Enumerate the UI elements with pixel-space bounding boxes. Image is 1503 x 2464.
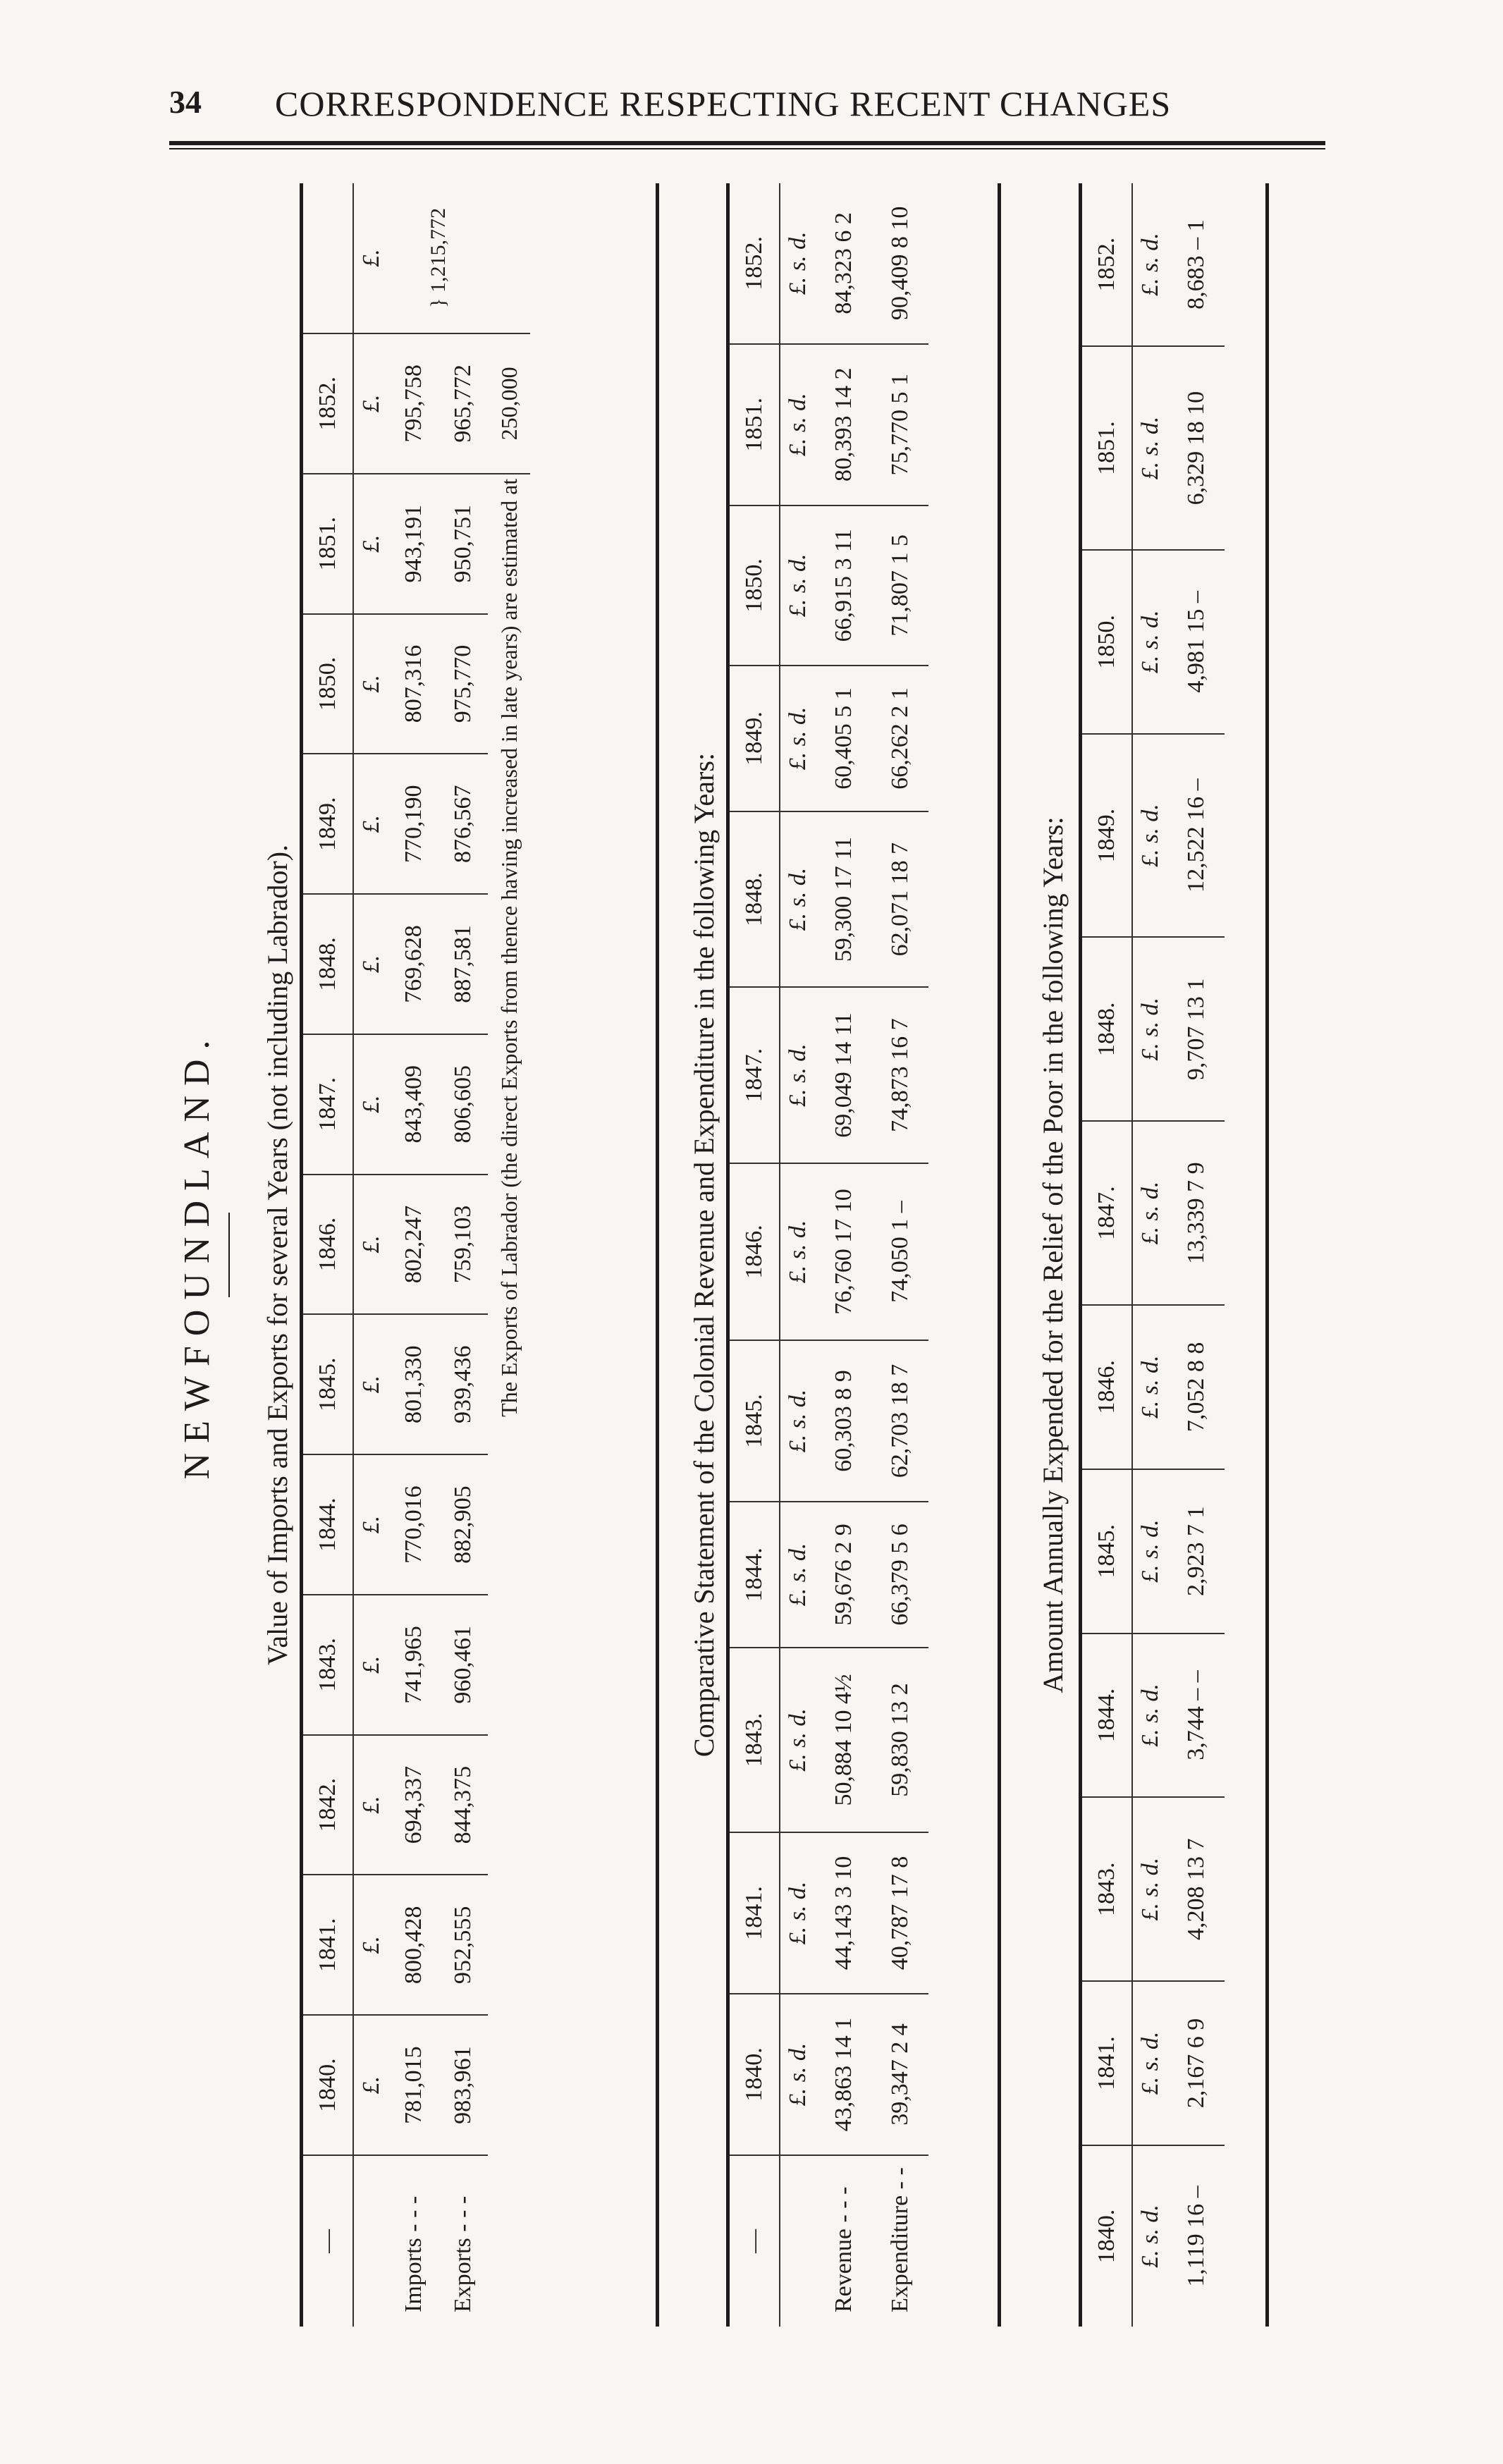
value-cell: 795,758 xyxy=(389,333,438,474)
value-cell: 84,323 6 2 xyxy=(816,183,872,344)
unit-cell: £. s. d. xyxy=(780,1994,816,2155)
row-label: Revenue - - - xyxy=(830,2186,857,2312)
poor-relief-caption xyxy=(1036,183,1069,2327)
year-header: 1849. xyxy=(303,754,353,894)
unit-cell: £. xyxy=(353,333,389,474)
row-label: Expenditure - - xyxy=(887,2167,913,2312)
imports-exports-table xyxy=(303,183,530,2327)
total-column-header xyxy=(303,183,353,333)
value-cell: 2,923 7 1 xyxy=(1168,1469,1225,1634)
title-rule xyxy=(228,1213,230,1297)
year-header: 1843. xyxy=(1082,1797,1132,1981)
imports-exports-box xyxy=(300,183,659,2327)
value-cell: 71,807 1 5 xyxy=(872,505,928,666)
poor-relief-caption-text: Amount Annually Expended for the Relief of the Poor in the following Years: xyxy=(1037,816,1069,1693)
page-number: 34 xyxy=(169,84,202,120)
revenue-corner: — xyxy=(730,2155,780,2327)
year-header: 1845. xyxy=(730,1340,780,1502)
revenue-caption xyxy=(687,183,720,2327)
revenue-header-row xyxy=(730,183,780,2327)
unit-cell: £. s. d. xyxy=(1132,1121,1168,1305)
value-cell: 76,760 17 10 xyxy=(816,1163,872,1340)
year-header: 1848. xyxy=(303,894,353,1034)
year-header: 1849. xyxy=(730,666,780,811)
value-cell: 770,016 xyxy=(389,1454,438,1595)
revenue-expenditure-table xyxy=(730,183,928,2327)
imports-exports-corner: — xyxy=(303,2155,353,2327)
year-header: 1851. xyxy=(303,474,353,614)
poor-relief-table xyxy=(1082,183,1225,2327)
unit-cell: £. xyxy=(353,1034,389,1175)
value-cell: 80,393 14 2 xyxy=(816,344,872,505)
value-cell: 781,015 xyxy=(389,2015,438,2155)
value-cell: 943,191 xyxy=(389,474,438,614)
labrador-note-value: 250,000 xyxy=(488,333,530,474)
combined-total: } 1,215,772 xyxy=(389,183,488,333)
value-cell: 39,347 2 4 xyxy=(872,1994,928,2155)
year-header: 1846. xyxy=(730,1163,780,1340)
unit-cell: £. s. d. xyxy=(1132,346,1168,550)
value-cell: 769,628 xyxy=(389,894,438,1034)
value-cell: 6,329 18 10 xyxy=(1168,346,1225,550)
value-cell: 74,873 16 7 xyxy=(872,987,928,1163)
labrador-note-row xyxy=(488,183,530,2327)
value-cell: 62,071 18 7 xyxy=(872,811,928,988)
unit-cell: £. s. d. xyxy=(780,183,816,344)
value-cell: 90,409 8 10 xyxy=(872,183,928,344)
unit-cell: £. s. d. xyxy=(1132,1797,1168,1981)
units-row xyxy=(780,183,816,2327)
value-cell: 13,339 7 9 xyxy=(1168,1121,1225,1305)
year-header: 1845. xyxy=(303,1314,353,1454)
value-cell: 801,330 xyxy=(389,1314,438,1454)
year-header: 1846. xyxy=(303,1175,353,1315)
value-cell: 2,167 6 9 xyxy=(1168,1981,1225,2145)
value-cell: 3,744 – – xyxy=(1168,1634,1225,1798)
value-cell: 694,337 xyxy=(389,1735,438,1875)
imports-row xyxy=(389,183,438,2327)
units-label xyxy=(353,2155,389,2327)
unit-cell: £. s. d. xyxy=(1132,550,1168,734)
value-cell: 66,262 2 1 xyxy=(872,666,928,811)
value-cell: 66,379 5 6 xyxy=(872,1502,928,1648)
value-cell: 8,683 – 1 xyxy=(1168,183,1225,346)
unit-cell: £. s. d. xyxy=(780,344,816,505)
year-header: 1848. xyxy=(730,811,780,988)
unit-cell: £. s. d. xyxy=(780,1502,816,1648)
unit-cell: £. s. d. xyxy=(1137,2205,1163,2268)
value-cell: 876,567 xyxy=(438,754,488,894)
year-header: 1840. xyxy=(303,2015,353,2155)
value-cell: 40,787 17 8 xyxy=(872,1832,928,1994)
rotated-content xyxy=(169,183,1325,2327)
value-cell: 1,119 16 – xyxy=(1183,2186,1209,2287)
value-cell: 75,770 5 1 xyxy=(872,344,928,505)
value-cell: 759,103 xyxy=(438,1175,488,1315)
row-label: Imports - - - xyxy=(400,2195,427,2312)
unit-cell: £. s. d. xyxy=(1132,1634,1168,1798)
revenue-caption-text: Comparative Statement of the Colonial Revenue and Expenditure in the following Years: xyxy=(688,752,720,1758)
revenue-row xyxy=(816,183,872,2327)
unit-cell: £. xyxy=(353,1175,389,1315)
header-rule xyxy=(169,141,1325,145)
total-unit: £. xyxy=(353,183,389,333)
year-header: 1841. xyxy=(730,1832,780,1994)
unit-cell: £. s. d. xyxy=(1132,183,1168,346)
unit-cell: £. s. d. xyxy=(780,505,816,666)
poor-relief-row xyxy=(1168,183,1225,2327)
page-header xyxy=(169,83,1325,133)
value-cell: 806,605 xyxy=(438,1034,488,1175)
value-cell: 975,770 xyxy=(438,614,488,754)
unit-cell: £. xyxy=(353,1875,389,2015)
unit-cell: £. xyxy=(353,2015,389,2155)
revenue-box xyxy=(726,183,1001,2327)
units-row xyxy=(353,183,389,2327)
value-cell: 887,581 xyxy=(438,894,488,1034)
total-value: 1,215,772 xyxy=(427,208,450,293)
unit-cell: £. s. d. xyxy=(780,811,816,988)
unit-cell: £. xyxy=(353,1454,389,1595)
unit-cell: £. xyxy=(353,894,389,1034)
value-cell: 770,190 xyxy=(389,754,438,894)
year-header: 1842. xyxy=(303,1735,353,1875)
value-cell: 939,436 xyxy=(438,1314,488,1454)
value-cell: 44,143 3 10 xyxy=(816,1832,872,1994)
unit-cell: £. s. d. xyxy=(1132,1981,1168,2145)
unit-cell: £. s. d. xyxy=(780,666,816,811)
value-cell: 66,915 3 11 xyxy=(816,505,872,666)
year-header: 1843. xyxy=(730,1648,780,1832)
value-cell: 882,905 xyxy=(438,1454,488,1595)
units-row xyxy=(1132,183,1168,2327)
value-cell: 950,751 xyxy=(438,474,488,614)
year-header: 1847. xyxy=(730,987,780,1163)
value-cell: 59,676 2 9 xyxy=(816,1502,872,1648)
year-header: 1850. xyxy=(1082,550,1132,734)
value-cell: 74,050 1 – xyxy=(872,1163,928,1340)
unit-cell: £. s. d. xyxy=(780,1340,816,1502)
year-header: 1848. xyxy=(1082,937,1132,1121)
imports-exports-caption xyxy=(261,183,294,2327)
year-header: 1840. xyxy=(730,1994,780,2155)
value-cell: 965,772 xyxy=(438,333,488,474)
unit-cell: £. xyxy=(353,1314,389,1454)
unit-cell: £. xyxy=(353,474,389,614)
unit-cell: £. xyxy=(353,754,389,894)
value-cell: 43,863 14 1 xyxy=(816,1994,872,2155)
value-cell: 800,428 xyxy=(389,1875,438,2015)
value-cell: 59,830 13 2 xyxy=(872,1648,928,1832)
value-cell: 60,405 5 1 xyxy=(816,666,872,811)
year-header: 1852. xyxy=(730,183,780,344)
unit-cell: £. s. d. xyxy=(1132,734,1168,938)
year-header: 1847. xyxy=(1082,1121,1132,1305)
unit-cell: £. xyxy=(353,1735,389,1875)
imports-exports-header-row xyxy=(303,183,353,2327)
year-header: 1846. xyxy=(1082,1305,1132,1469)
value-cell: 802,247 xyxy=(389,1175,438,1315)
year-header: 1841. xyxy=(303,1875,353,2015)
year-header: 1845. xyxy=(1082,1469,1132,1634)
year-header: 1847. xyxy=(303,1034,353,1175)
value-cell: 60,303 8 9 xyxy=(816,1340,872,1502)
expenditure-row xyxy=(872,183,928,2327)
year-header: 1850. xyxy=(730,505,780,666)
value-cell: 7,052 8 8 xyxy=(1168,1305,1225,1469)
year-header: 1840. xyxy=(1082,2145,1132,2327)
value-cell: 12,522 16 – xyxy=(1168,734,1225,938)
unit-cell: £. s. d. xyxy=(1132,937,1168,1121)
year-header: 1852. xyxy=(303,333,353,474)
year-header: 1844. xyxy=(303,1454,353,1595)
year-header: 1844. xyxy=(730,1502,780,1648)
value-cell: 983,961 xyxy=(438,2015,488,2155)
value-cell: 844,375 xyxy=(438,1735,488,1875)
year-header: 1851. xyxy=(1082,346,1132,550)
labrador-note: The Exports of Labrador (the direct Exports from thence having increased in late years) are estimated at xyxy=(496,478,522,1417)
value-cell: 807,316 xyxy=(389,614,438,754)
row-label: Exports - - - xyxy=(450,2195,476,2312)
value-cell: 69,049 14 11 xyxy=(816,987,872,1163)
header-rule-thin xyxy=(169,148,1325,149)
unit-cell: £. s. d. xyxy=(780,987,816,1163)
poor-relief-header-row xyxy=(1082,183,1132,2327)
year-header: 1850. xyxy=(303,614,353,754)
year-header: 1851. xyxy=(730,344,780,505)
value-cell: 62,703 18 7 xyxy=(872,1340,928,1502)
year-header: 1841. xyxy=(1082,1981,1132,2145)
year-header: 1849. xyxy=(1082,734,1132,938)
value-cell: 4,208 13 7 xyxy=(1168,1797,1225,1981)
poor-relief-box xyxy=(1079,183,1269,2327)
unit-cell: £. s. d. xyxy=(780,1163,816,1340)
document-title: NEWFOUNDLAND. xyxy=(177,1030,217,1480)
value-cell: 843,409 xyxy=(389,1034,438,1175)
value-cell: 960,461 xyxy=(438,1595,488,1735)
value-cell: 59,300 17 11 xyxy=(816,811,872,988)
value-cell: 4,981 15 – xyxy=(1168,550,1225,734)
year-header: 1844. xyxy=(1082,1634,1132,1798)
unit-cell: £. s. d. xyxy=(780,1648,816,1832)
unit-cell: £. s. d. xyxy=(1132,1305,1168,1469)
running-title: CORRESPONDENCE RESPECTING RECENT CHANGES xyxy=(275,84,1172,123)
value-cell: 50,884 10 4½ xyxy=(816,1648,872,1832)
value-cell: 9,707 13 1 xyxy=(1168,937,1225,1121)
unit-cell: £. s. d. xyxy=(780,1832,816,1994)
value-cell: 741,965 xyxy=(389,1595,438,1735)
unit-cell: £. xyxy=(353,1595,389,1735)
unit-cell: £. xyxy=(353,614,389,754)
imports-exports-caption-text: Value of Imports and Exports for several Years (not including Labrador). xyxy=(262,844,293,1666)
exports-row xyxy=(438,183,488,2327)
value-cell: 952,555 xyxy=(438,1875,488,2015)
year-header: 1843. xyxy=(303,1595,353,1735)
unit-cell: £. s. d. xyxy=(1132,1469,1168,1634)
year-header: 1852. xyxy=(1082,183,1132,346)
